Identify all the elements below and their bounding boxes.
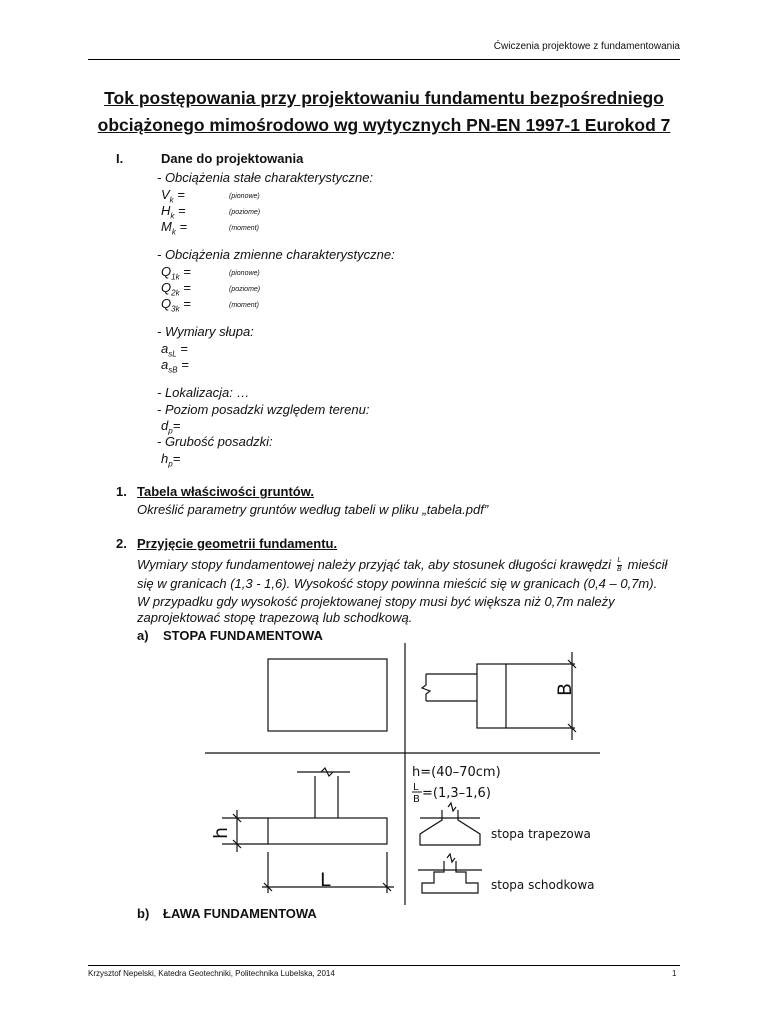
ratio-fraction: $\frac{L}{B}$ [617,557,622,574]
ratio-den: B [413,794,420,805]
var-hp: $h_p=$ [161,451,181,469]
height-range-text: h=(40–70cm) [412,765,501,780]
dimension-label-L: L [320,869,331,891]
var-Q2k: $Q_{2k}$ = [161,280,191,298]
geometry-paragraph-line-3: W przypadku gdy wysokość projektowanej stopy musi być większa niż 0,7m należy [137,594,615,609]
section-number-1: 1. [116,484,127,499]
stepped-footing-icon [418,854,482,893]
dimension-label-h: h [210,826,232,839]
stepped-footing-label: stopa schodkowa [491,878,595,892]
note-Vk: (pionowe) [229,193,260,200]
note-Q1k: (pionowe) [229,270,260,277]
note-Q3k: (moment) [229,302,259,309]
note-Q2k: (poziome) [229,286,261,293]
geometry-paragraph-line-1: Wymiary stopy fundamentowej należy przyjąć tak, aby stosunek długości krawędzi $\frac{L}{B}$ mieścił [137,557,668,574]
column-dims-label: - Wymiary słupa: [157,324,254,339]
section-heading-tabela: Tabela właściwości gruntów. [137,484,314,499]
subsection-a-heading: STOPA FUNDAMENTOWA [163,628,323,643]
var-asL: $a_{sL}$ = [161,341,188,359]
ratio-range-text: =(1,3–1,6) [422,786,491,801]
section-number-I: I. [116,151,124,166]
geometry-paragraph-line-4: zaprojektować stopę trapezową lub schodkową. [137,610,413,625]
var-Hk: $H_k$ = [161,203,186,221]
var-dp: $d_p=$ [161,418,181,436]
running-header: Ćwiczenia projektowe z fundamentowania [493,41,680,52]
section-number-2: 2. [116,536,127,551]
geometry-paragraph-line-2: się w granicach (1,3 - 1,6). Wysokość stopy powinna mieścić się w granicach (0,4 – 0,7m). [137,576,658,591]
variable-loads-label: - Obciążenia zmienne charakterystyczne: [157,247,395,262]
var-Q3k: $Q_{3k}$ = [161,296,191,314]
subsection-a-label: a) [137,628,149,643]
page-number: 1 [672,969,677,978]
section-heading-dane: Dane do projektowania [161,151,304,166]
var-Mk: $M_k$ = [161,219,188,237]
subsection-b-heading: ŁAWA FUNDAMENTOWA [163,906,317,921]
floor-thickness-label: - Grubość posadzki: [157,434,273,449]
document-title-line-2: obciążonego mimośrodowo wg wytycznych PN-EN 1997-1 Eurokod 7 [97,115,671,135]
footing-side-elevation [422,652,576,740]
permanent-loads-label: - Obciążenia stałe charakterystyczne: [157,170,374,185]
note-Hk: (poziome) [229,209,261,216]
footer-author: Krzysztof Nepelski, Katedra Geotechniki, Politechnika Lubelska, 2014 [88,969,335,978]
subsection-b-label: b) [137,906,150,921]
footer-rule [88,965,680,966]
ratio-num: L [413,782,419,793]
trapezoidal-footing-label: stopa trapezowa [491,827,591,841]
footing-front-elevation [222,768,394,893]
var-asB: $a_{sB}$ = [161,357,189,375]
section-heading-geometria: Przyjęcie geometrii fundamentu. [137,536,338,551]
var-Q1k: $Q_{1k}$ = [161,264,191,282]
footing-plan-rectangle [268,659,387,731]
dimension-label-B: B [554,682,576,696]
tabela-instruction: Określić parametry gruntów według tabeli w pliku „tabela.pdf” [137,502,489,517]
var-Vk: $V_k$ = [161,187,185,205]
document-title-line-1: Tok postępowania przy projektowaniu fundamentu bezpośredniego [104,88,664,108]
floor-level-label: - Poziom posadzki względem terenu: [157,402,370,417]
trapezoidal-footing-icon [420,803,480,845]
location-label: - Lokalizacja: … [157,385,250,400]
note-Mk: (moment) [229,225,259,232]
